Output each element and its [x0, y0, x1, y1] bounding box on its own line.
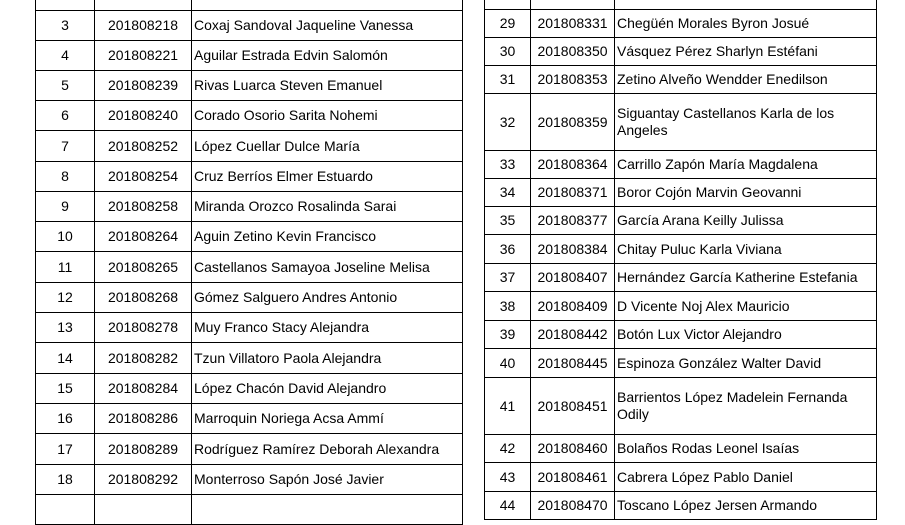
student-name-cell: Zetino Alveño Wendder Enedilson	[615, 66, 877, 94]
row-number-cell: 37	[485, 264, 531, 292]
table-row	[485, 151, 877, 179]
row-number-cell: 43	[485, 463, 531, 492]
student-id-cell: 201808265	[95, 252, 192, 283]
student-name-cell: Botón Lux Victor Alejandro	[615, 321, 877, 349]
student-id-cell: 201808278	[95, 313, 192, 343]
student-id-cell: 201808292	[95, 465, 192, 495]
student-name-cell	[192, 495, 463, 525]
student-name-cell: Rivas Luarca Steven Emanuel	[192, 71, 463, 101]
table-row	[485, 492, 877, 520]
student-id-cell: 201808289	[95, 434, 192, 465]
table-row	[485, 207, 877, 235]
row-number-cell: 29	[485, 10, 531, 38]
student-id-cell: 201808254	[95, 162, 192, 192]
student-name-cell: Miranda Orozco Rosalinda Sarai	[192, 192, 463, 222]
student-table-right-body	[485, 0, 877, 520]
student-id-cell: 201808353	[531, 66, 615, 94]
student-name-cell: Espinoza González Walter David	[615, 349, 877, 378]
table-row	[36, 192, 463, 222]
student-id-cell: 201808264	[95, 222, 192, 252]
student-name-cell: Coxaj Sandoval Jaqueline Vanessa	[192, 11, 463, 41]
student-id-cell	[531, 0, 615, 10]
student-id-cell: 201808258	[95, 192, 192, 222]
table-row	[36, 11, 463, 41]
student-name-cell: Carrillo Zapón María Magdalena	[615, 151, 877, 179]
student-name-cell: Aguin Zetino Kevin Francisco	[192, 222, 463, 252]
row-number-cell: 13	[36, 313, 95, 343]
row-number-cell: 44	[485, 492, 531, 520]
student-name-cell: Boror Cojón Marvin Geovanni	[615, 179, 877, 207]
student-name-cell: D Vicente Noj Alex Mauricio	[615, 292, 877, 321]
student-name-cell: Aguilar Estrada Edvin Salomón	[192, 41, 463, 71]
table-row	[485, 378, 877, 435]
student-name-cell: Chitay Puluc Karla Viviana	[615, 235, 877, 264]
table-row	[485, 435, 877, 463]
student-name-cell: Rodríguez Ramírez Deborah Alexandra	[192, 434, 463, 465]
row-number-cell: 36	[485, 235, 531, 264]
table-row	[36, 0, 463, 11]
student-name-cell	[615, 0, 877, 10]
student-id-cell: 201808371	[531, 179, 615, 207]
row-number-cell: 9	[36, 192, 95, 222]
student-id-cell: 201808445	[531, 349, 615, 378]
student-id-cell: 201808359	[531, 94, 615, 151]
student-table-left	[35, 0, 463, 525]
row-number-cell: 33	[485, 151, 531, 179]
student-id-cell: 201808240	[95, 101, 192, 131]
row-number-cell: 41	[485, 378, 531, 435]
table-row	[36, 343, 463, 374]
student-name-cell: Gómez Salguero Andres Antonio	[192, 283, 463, 313]
student-id-cell: 201808268	[95, 283, 192, 313]
student-name-cell: Tzun Villatoro Paola Alejandra	[192, 343, 463, 374]
row-number-cell	[485, 0, 531, 10]
row-number-cell: 12	[36, 283, 95, 313]
row-number-cell: 32	[485, 94, 531, 151]
row-number-cell	[36, 0, 95, 11]
student-name-cell: Monterroso Sapón José Javier	[192, 465, 463, 495]
table-row	[485, 264, 877, 292]
table-row	[485, 38, 877, 66]
student-name-cell: Cabrera López Pablo Daniel	[615, 463, 877, 492]
row-number-cell: 7	[36, 131, 95, 162]
table-row	[36, 41, 463, 71]
student-id-cell: 201808442	[531, 321, 615, 349]
row-number-cell: 35	[485, 207, 531, 235]
row-number-cell: 14	[36, 343, 95, 374]
table-row	[36, 131, 463, 162]
row-number-cell: 10	[36, 222, 95, 252]
student-table-left-body	[36, 0, 463, 525]
table-row	[485, 179, 877, 207]
table-row	[36, 404, 463, 434]
row-number-cell: 4	[36, 41, 95, 71]
student-id-cell: 201808218	[95, 11, 192, 41]
table-row	[36, 434, 463, 465]
student-id-cell: 201808252	[95, 131, 192, 162]
row-number-cell: 17	[36, 434, 95, 465]
table-row	[36, 495, 463, 525]
student-name-cell: García Arana Keilly Julissa	[615, 207, 877, 235]
row-number-cell: 16	[36, 404, 95, 434]
student-name-cell: Bolaños Rodas Leonel Isaías	[615, 435, 877, 463]
row-number-cell: 38	[485, 292, 531, 321]
student-name-cell	[192, 0, 463, 11]
student-id-cell: 201808284	[95, 374, 192, 404]
row-number-cell: 40	[485, 349, 531, 378]
table-row	[36, 222, 463, 252]
row-number-cell: 11	[36, 252, 95, 283]
student-name-cell: Barrientos López Madelein Fernanda Odily	[615, 378, 877, 435]
student-name-cell: Vásquez Pérez Sharlyn Estéfani	[615, 38, 877, 66]
student-id-cell	[95, 0, 192, 11]
student-id-cell: 201808384	[531, 235, 615, 264]
student-id-cell: 201808470	[531, 492, 615, 520]
table-row	[36, 101, 463, 131]
student-id-cell: 201808364	[531, 151, 615, 179]
student-name-cell: Siguantay Castellanos Karla de los Angeles	[615, 94, 877, 151]
row-number-cell: 39	[485, 321, 531, 349]
table-row	[485, 292, 877, 321]
table-row	[485, 94, 877, 151]
row-number-cell: 15	[36, 374, 95, 404]
table-row	[485, 235, 877, 264]
row-number-cell	[36, 495, 95, 525]
table-row	[36, 283, 463, 313]
student-id-cell: 201808350	[531, 38, 615, 66]
student-id-cell: 201808407	[531, 264, 615, 292]
student-id-cell: 201808221	[95, 41, 192, 71]
student-id-cell: 201808282	[95, 343, 192, 374]
student-id-cell: 201808239	[95, 71, 192, 101]
student-name-cell: Toscano López Jersen Armando	[615, 492, 877, 520]
student-name-cell: Chegüén Morales Byron Josué	[615, 10, 877, 38]
table-row	[485, 321, 877, 349]
row-number-cell: 30	[485, 38, 531, 66]
table-row	[36, 313, 463, 343]
table-row	[485, 10, 877, 38]
row-number-cell: 3	[36, 11, 95, 41]
student-name-cell: Hernández García Katherine Estefania	[615, 264, 877, 292]
table-row	[36, 71, 463, 101]
student-id-cell: 201808461	[531, 463, 615, 492]
table-row	[485, 66, 877, 94]
student-table-right	[484, 0, 877, 520]
row-number-cell: 8	[36, 162, 95, 192]
student-id-cell: 201808286	[95, 404, 192, 434]
table-row	[36, 162, 463, 192]
student-id-cell: 201808409	[531, 292, 615, 321]
student-id-cell: 201808451	[531, 378, 615, 435]
table-row	[485, 463, 877, 492]
student-name-cell: López Chacón David Alejandro	[192, 374, 463, 404]
table-row	[485, 349, 877, 378]
student-name-cell: Castellanos Samayoa Joseline Melisa	[192, 252, 463, 283]
table-row	[36, 374, 463, 404]
row-number-cell: 18	[36, 465, 95, 495]
row-number-cell: 6	[36, 101, 95, 131]
student-id-cell: 201808377	[531, 207, 615, 235]
row-number-cell: 5	[36, 71, 95, 101]
table-row	[36, 465, 463, 495]
table-row	[485, 0, 877, 10]
row-number-cell: 31	[485, 66, 531, 94]
student-id-cell: 201808331	[531, 10, 615, 38]
table-row	[36, 252, 463, 283]
student-name-cell: López Cuellar Dulce María	[192, 131, 463, 162]
student-id-cell	[95, 495, 192, 525]
student-name-cell: Cruz Berríos Elmer Estuardo	[192, 162, 463, 192]
student-name-cell: Corado Osorio Sarita Nohemi	[192, 101, 463, 131]
student-name-cell: Marroquin Noriega Acsa Ammí	[192, 404, 463, 434]
row-number-cell: 34	[485, 179, 531, 207]
student-id-cell: 201808460	[531, 435, 615, 463]
row-number-cell: 42	[485, 435, 531, 463]
student-name-cell: Muy Franco Stacy Alejandra	[192, 313, 463, 343]
